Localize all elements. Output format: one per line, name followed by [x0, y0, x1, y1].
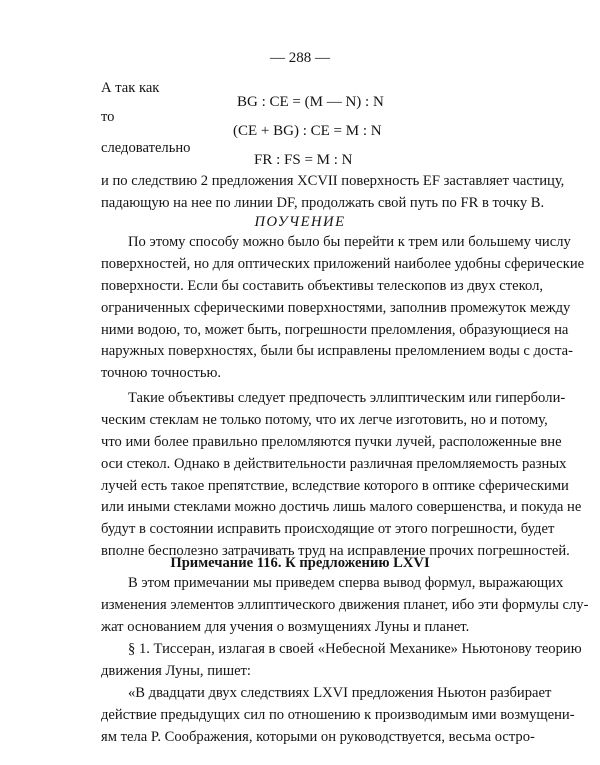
text-line: вполне бесполезно затрачивать труд на исправление прочих погрешностей.: [101, 543, 570, 560]
text-line: наружных поверхностях, были бы исправлены преломлением воды с доста-: [101, 343, 573, 360]
text-line: ческим стеклам не только потому, что их легче изготовить, но и потому,: [101, 411, 548, 428]
text-line: В этом примечании мы приведем сперва вывод формул, выражающих: [128, 575, 564, 591]
text-line: будут в состоянии исправить происходящие от этого погрешности, будет: [101, 521, 555, 538]
text-line: падающую на нее по линии DF, продолжать свой путь по FR в точку B.: [101, 194, 545, 211]
text-line: оси стекол. Однако в действительности различная преломляемость разных: [101, 455, 567, 472]
formula-3: FR : FS = M : N: [254, 152, 353, 168]
section-heading-note: Примечание 116. К предложению LXVI: [170, 555, 430, 571]
text-line: что ими более правильно преломляются пучки лучей, расположенные вне: [101, 433, 562, 450]
note-paragraph-1: [101, 573, 589, 639]
text-line: точною точностью.: [101, 365, 222, 382]
text-line: ограниченных сферическими поверхностями, заполнив промежуток между: [101, 299, 571, 316]
text-line: По этому способу можно было бы перейти к трем или большему числу: [128, 234, 571, 250]
intro-word-1: А так как: [101, 80, 160, 96]
text-line: поверхности. Если бы составить объективы телескопов из двух стекол,: [101, 277, 544, 294]
note-paragraph-2: [101, 639, 582, 683]
intro-word-3: следовательно: [101, 140, 191, 156]
intro-paragraph: [101, 171, 565, 215]
text-line: поверхностей, но для оптических приложений наиболее удобны сферические: [101, 255, 585, 272]
text-line: Такие объективы следует предпочесть эллиптическим или гипербoли-: [128, 390, 566, 406]
text-line: изменения элементов эллиптического движения планет, ибо эти формулы слу-: [101, 596, 589, 613]
note-paragraph-3: [101, 683, 575, 749]
text-line: ними водою, то, может быть, погрешности преломления, образующиеся на: [101, 321, 569, 338]
section-heading-scholium: ПОУЧЕНИЕ: [254, 214, 346, 230]
scholium-paragraph-1: [101, 232, 585, 385]
text-line: или иными стеклами можно достичь лишь малого совершенства, и покуда не: [101, 499, 582, 516]
text-line: лучей есть такое препятствие, вследствие которого в оптике сферическими: [101, 477, 569, 494]
intro-word-2: то: [101, 109, 115, 125]
text-line: жат основанием для учения о возмущениях Луны и планет.: [101, 618, 470, 635]
formula-1: BG : CE = (M — N) : N: [237, 94, 384, 110]
page-number: — 288 —: [270, 50, 330, 66]
text-line: § 1. Тиссеран, излагая в своей «Небесной Механике» Ньютонову теорию: [128, 641, 582, 657]
scholium-paragraph-2: [101, 388, 582, 563]
text-line: «В двадцати двух следствиях LXVI предложения Ньютон разбирает: [128, 685, 552, 701]
text-line: действие предыдущих сил по отношению к производимым ими возмущени-: [101, 706, 575, 723]
text-line: ям тела P. Соображения, которыми он руководствуется, весьма остро-: [101, 728, 535, 745]
text-line: и по следствию 2 предложения XCVII поверхность EF заставляет частицу,: [101, 173, 565, 189]
formula-2: (CE + BG) : CE = M : N: [233, 123, 382, 139]
text-line: движения Луны, пишет:: [101, 662, 251, 679]
